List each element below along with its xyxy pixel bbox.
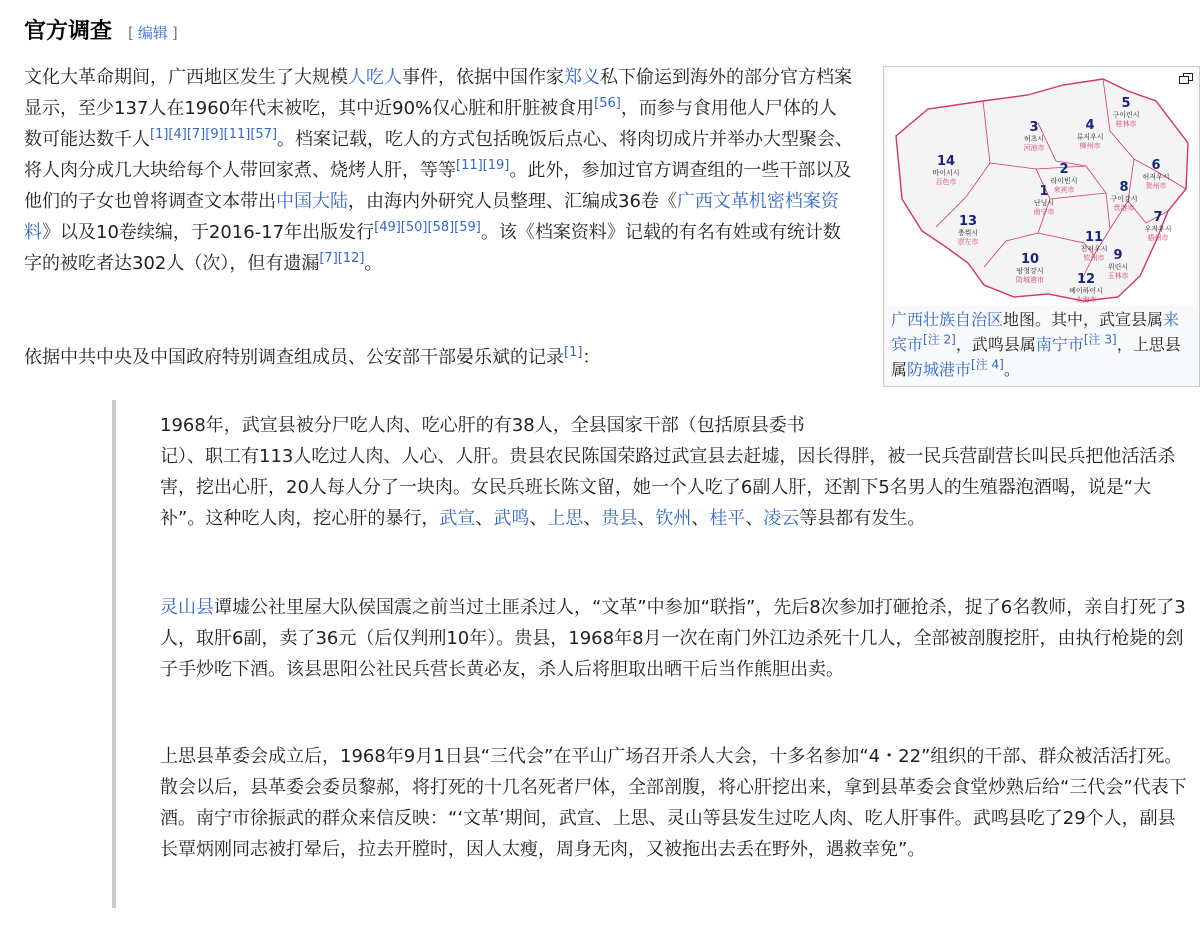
svg-text:2: 2 xyxy=(1059,162,1069,177)
map-figure xyxy=(883,66,1200,387)
section-heading: 官方调查 xyxy=(24,19,113,44)
svg-text:5: 5 xyxy=(1121,96,1131,111)
ref-group-4[interactable]: [7][12] xyxy=(319,251,365,266)
svg-text:13: 13 xyxy=(958,214,978,229)
link-cannibalism[interactable]: 人吃人 xyxy=(348,67,402,88)
quote-paragraph-1a: 1968年，武宣县被分尸吃人肉、吃心肝的有38人，全县国家干部（包括原县委书 xyxy=(160,415,805,436)
record-quote xyxy=(112,400,1187,908)
note-3[interactable]: [注 3] xyxy=(1083,332,1117,347)
svg-text:玉林市: 玉林市 xyxy=(1107,272,1129,280)
link-zheng-yi[interactable]: 郑义 xyxy=(564,67,600,88)
svg-text:百色市: 百色市 xyxy=(935,178,957,186)
link-wuxuan[interactable]: 武宣 xyxy=(439,508,476,529)
svg-text:팡청강시: 팡청강시 xyxy=(1016,267,1044,275)
svg-text:贵港市: 贵港市 xyxy=(1113,204,1135,212)
svg-text:9: 9 xyxy=(1113,248,1123,263)
svg-text:구이린시: 구이린시 xyxy=(1112,111,1140,119)
svg-text:우저우시: 우저우시 xyxy=(1144,225,1172,233)
quote-paragraph-3: 上思县革委会成立后，1968年9月1日县“三代会”在平山广场召开杀人大会，十多名参加“4・22”组织的干部、群众被活活打死。散会以后，县革委会委员黎郝，将打死的十几名死者尸体，全部剖腹，将心肝挖出来，拿到县革委会食堂炒熟后给“三代会”代表下酒。南宁市徐振武的群众来信反映：“‘文革’期间，武宣、上思、灵山等县发生过吃人肉、吃人肝事件。武鸣县吃了29个人，副县长覃炳刚同志被打晕后，拉去开膛时，因人太瘦，周身无肉，又被拖出去丢在野外，遇救幸免”。 xyxy=(160,746,1187,860)
svg-text:10: 10 xyxy=(1020,252,1040,267)
link-nanning[interactable]: 南宁市 xyxy=(1035,335,1084,354)
intro-paragraph: 文化大革命期间，广西地区发生了大规模人吃人事件，依据中国作家郑义私下偷运到海外的部分官方档案显示，至少137人在1960年代末被吃，其中近90%仅心脏和肝脏被食用[56]，而参与食用他人尸体的人数可能达数千人[1][4][7][9][11][57]。档案记载，吃人的方式包括晚饭后点心、将肉切成片并举办大型聚会、将人肉分成几大块给每个人带回家煮、烧烤人肝，等等[11][19]。此外，参加过官方调查组的一些干部以及他们的子女也曾将调查文本带出中国大陆，由海内外研究人员整理、汇编成36卷《广西文革机密档案资料》以及10卷续编，于2016-17年出版发行[49][50][58][59]。该《档案资料》记载的有名有姓或有统计数字的被吃者达302人（次），但有遗漏[7][12]。 xyxy=(24,67,854,274)
svg-text:구이강시: 구이강시 xyxy=(1110,195,1138,203)
edit-link[interactable]: 编辑 xyxy=(137,24,168,42)
ref-56[interactable]: [56] xyxy=(594,96,621,111)
svg-text:허저우시: 허저우시 xyxy=(1142,173,1170,181)
record-lead: 依据中共中央及中国政府特别调查组成员、公安部干部晏乐斌的记录[1]： xyxy=(24,345,601,368)
svg-text:南宁市: 南宁市 xyxy=(1033,208,1055,216)
svg-text:난닝시: 난닝시 xyxy=(1033,199,1055,207)
svg-text:11: 11 xyxy=(1084,230,1104,245)
link-qinzhou[interactable]: 钦州 xyxy=(655,508,692,529)
link-lingshan[interactable]: 灵山县 xyxy=(160,597,214,618)
svg-text:베이하이시: 베이하이시 xyxy=(1069,287,1103,295)
svg-text:허츠시: 허츠시 xyxy=(1023,135,1045,143)
link-fangchenggang[interactable]: 防城港市 xyxy=(907,360,972,379)
link-wuming[interactable]: 武鸣 xyxy=(493,508,530,529)
svg-text:충쭤시: 충쭤시 xyxy=(957,229,979,237)
enlarge-icon[interactable] xyxy=(1179,69,1193,88)
ref-group-3[interactable]: [49][50][58][59] xyxy=(374,220,481,235)
svg-text:라이빈시: 라이빈시 xyxy=(1050,177,1078,185)
link-lingyun[interactable]: 凌云 xyxy=(763,508,800,529)
svg-text:防城港市: 防城港市 xyxy=(1016,276,1044,284)
edit-section: [ 编辑 ] xyxy=(128,24,178,42)
svg-text:위린시: 위린시 xyxy=(1107,263,1129,271)
ref-1[interactable]: [1] xyxy=(564,345,583,360)
map-caption: 广西壮族自治区地图。其中，武宣县属来宾市[注 2]，武鸣县属南宁市[注 3]，上思县属防城港市[注 4]。 xyxy=(891,310,1181,379)
link-laibin[interactable]: 来宾市 xyxy=(891,310,1180,354)
svg-text:钦州市: 钦州市 xyxy=(1083,254,1105,262)
map-label-13 xyxy=(958,214,979,246)
svg-text:14: 14 xyxy=(936,154,956,169)
svg-text:崇左市: 崇左市 xyxy=(957,238,979,246)
link-guiping[interactable]: 桂平 xyxy=(709,508,746,529)
svg-text:바이서시: 바이서시 xyxy=(932,169,960,177)
note-4[interactable]: [注 4] xyxy=(971,357,1004,372)
svg-text:친저우시: 친저우시 xyxy=(1080,245,1108,253)
svg-text:4: 4 xyxy=(1085,118,1095,133)
quote-paragraph-2: 灵山县谭墟公社里屋大队侯国震之前当过土匪杀过人，“文革”中参加“联指”，先后8次参加打砸抢杀，捉了6名教师，亲自打死了3人，取肝6副，卖了36元（后仅判刑10年）。贵县，1968年8月一次在南门外江边杀死十几人，全部被剖腹挖肝，由执行枪毙的刽子手炒吃下酒。该县思阳公社民兵营长黄必友，杀人后将胆取出晒干后当作熊胆出卖。 xyxy=(160,597,1186,680)
link-guixian[interactable]: 贵县 xyxy=(601,508,638,529)
svg-text:6: 6 xyxy=(1151,158,1161,173)
link-mainland-china[interactable]: 中国大陆 xyxy=(276,191,348,212)
svg-text:河池市: 河池市 xyxy=(1023,144,1045,152)
svg-text:柳州市: 柳州市 xyxy=(1079,142,1101,150)
note-2[interactable]: [注 2] xyxy=(923,332,956,347)
section-header xyxy=(24,14,178,45)
svg-text:7: 7 xyxy=(1153,210,1163,225)
svg-text:류저우시: 류저우시 xyxy=(1076,133,1104,141)
quote-paragraph-1: 记）、职工有113人吃过人肉、人心、人肝。贵县农民陈国荣路过武宣县去赶墟，因长得胖，被一民兵营副营长叫民兵把他活活杀害，挖出心肝，20人每人分了一块肉。女民兵班长陈文留，她一个人吃了6副人肝，还割下5名男人的生殖器泡酒喝，说是“大补”。这种吃人肉，挖心肝的暴行，武宣、武鸣、上思、贵县、钦州、桂平、凌云等县都有发生。 xyxy=(160,446,1176,529)
svg-text:梧州市: 梧州市 xyxy=(1147,234,1169,242)
link-shangsi[interactable]: 上思 xyxy=(547,508,584,529)
svg-text:来宾市: 来宾市 xyxy=(1053,186,1075,194)
svg-text:3: 3 xyxy=(1029,120,1039,135)
link-archive-materials[interactable]: 广西文革机密档案资料 xyxy=(24,191,839,243)
ref-group-2[interactable]: [11][19] xyxy=(456,158,510,173)
svg-text:贺州市: 贺州市 xyxy=(1145,182,1167,190)
svg-text:12: 12 xyxy=(1076,272,1096,287)
svg-text:1: 1 xyxy=(1039,184,1049,199)
link-guangxi[interactable]: 广西壮族自治区 xyxy=(891,310,1004,329)
svg-text:8: 8 xyxy=(1119,180,1129,195)
svg-text:桂林市: 桂林市 xyxy=(1115,120,1137,128)
svg-text:北海市: 北海市 xyxy=(1075,296,1097,304)
guangxi-map[interactable] xyxy=(888,71,1196,306)
ref-group-1[interactable]: [1][4][7][9][11][57] xyxy=(150,127,278,142)
